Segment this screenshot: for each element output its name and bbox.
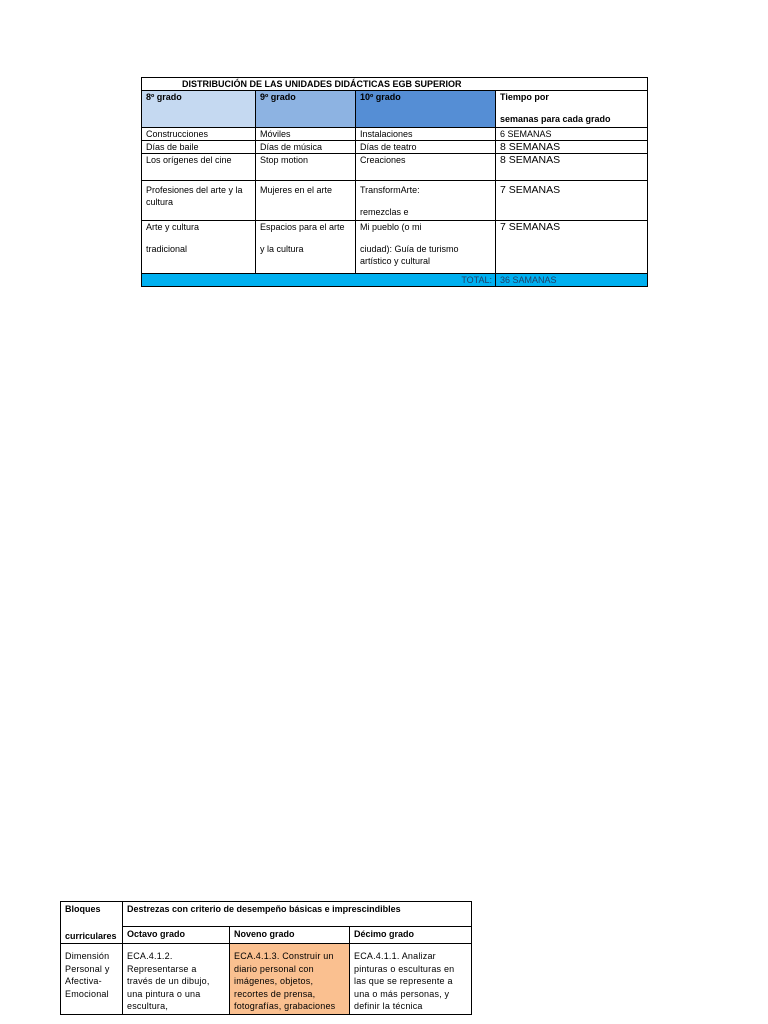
text-line: ECA.4.1.2. (127, 951, 173, 961)
total-value: 36 SAMANAS (496, 274, 648, 287)
header-decimo: Décimo grado (350, 927, 472, 944)
cell-bloque (61, 944, 123, 1015)
header-noveno: Noveno grado (230, 927, 350, 944)
table-title: DISTRIBUCIÓN DE LAS UNIDADES DIDÁCTICAS EGB SUPERIOR (142, 78, 648, 91)
cell-8 (142, 221, 256, 274)
cell-time: 6 SEMANAS (496, 128, 648, 141)
cell-9-line1: Espacios para el arte (260, 222, 345, 232)
header-tiempo-line1: Tiempo por (500, 92, 549, 102)
cell-10 (356, 181, 496, 221)
text-line: pinturas o esculturas en (354, 963, 455, 974)
header-10-grado: 10º grado (356, 91, 496, 128)
cell-10-line1: Mi pueblo (o mi (360, 222, 422, 232)
cell-8: Días de baile (142, 141, 256, 154)
table-row (142, 141, 648, 154)
cell-10: Instalaciones (356, 128, 496, 141)
cell-10 (356, 221, 496, 274)
header-bloques-line2: curriculares (65, 930, 117, 941)
header-8-grado: 8º grado (142, 91, 256, 128)
cell-9: Stop motion (256, 154, 356, 181)
total-label: TOTAL: (142, 274, 496, 287)
text-line: definir la técnica (354, 1001, 423, 1011)
header-destrezas: Destrezas con criterio de desempeño básicas e imprescindibles (123, 902, 472, 927)
cell-10: Creaciones (356, 154, 496, 181)
total-row (142, 274, 648, 287)
text-line: Representarse a (127, 963, 197, 974)
cell-10-line2: remezclas e (360, 207, 409, 217)
cell-10-line2: ciudad): Guía de turismo (360, 244, 459, 254)
text-line: Afectiva- (65, 976, 102, 986)
text-line: través de un dibujo, (127, 976, 210, 986)
cell-9-line2: y la cultura (260, 244, 304, 254)
text-line: imágenes, objetos, (234, 976, 314, 986)
cell-time: 8 SEMANAS (496, 154, 648, 181)
text-line: ECA.4.1.1. Analizar (354, 951, 436, 961)
text-line: Personal y (65, 963, 110, 974)
cell-time: 7 SEMANAS (496, 221, 648, 274)
cell-9: Móviles (256, 128, 356, 141)
text-line: escultura, (127, 1001, 169, 1011)
cell-8: Construcciones (142, 128, 256, 141)
header-tiempo-line2: semanas para cada grado (500, 114, 611, 124)
table-row (142, 181, 648, 221)
header-9-grado: 9º grado (256, 91, 356, 128)
table-row (61, 944, 472, 1015)
header-tiempo (496, 91, 648, 128)
cell-octavo (123, 944, 230, 1015)
text-line: fotografías, grabaciones (234, 1001, 336, 1011)
text-line: las que se represente a (354, 976, 453, 986)
units-distribution-table (141, 77, 648, 287)
text-line: una pintura o una (127, 988, 201, 999)
table-row (142, 221, 648, 274)
text-line: recortes de prensa, (234, 988, 316, 999)
table-row (142, 154, 648, 181)
cell-noveno (230, 944, 350, 1015)
header-octavo: Octavo grado (123, 927, 230, 944)
text-line: diario personal con (234, 963, 314, 974)
cell-9: Mujeres en el arte (256, 181, 356, 221)
cell-time: 7 SEMANAS (496, 181, 648, 221)
cell-10-line3: artístico y cultural (360, 256, 431, 266)
text-line: ECA.4.1.3. Construir un (234, 951, 334, 961)
skills-table (60, 901, 472, 1015)
cell-8-line2: tradicional (146, 244, 188, 254)
cell-8: Los orígenes del cine (142, 154, 256, 181)
table-row (142, 128, 648, 141)
cell-9: Días de música (256, 141, 356, 154)
cell-9 (256, 221, 356, 274)
cell-10-line1: TransformArte: (360, 185, 420, 195)
cell-8: Profesiones del arte y la cultura (142, 181, 256, 221)
cell-10: Días de teatro (356, 141, 496, 154)
text-line: Emocional (65, 988, 109, 999)
header-bloques (61, 902, 123, 944)
header-bloques-line1: Bloques (65, 904, 101, 914)
text-line: una o más personas, y (354, 988, 450, 999)
cell-decimo (350, 944, 472, 1015)
cell-time: 8 SEMANAS (496, 141, 648, 154)
text-line: Dimensión (65, 951, 110, 961)
cell-8-line1: Arte y cultura (146, 222, 200, 232)
